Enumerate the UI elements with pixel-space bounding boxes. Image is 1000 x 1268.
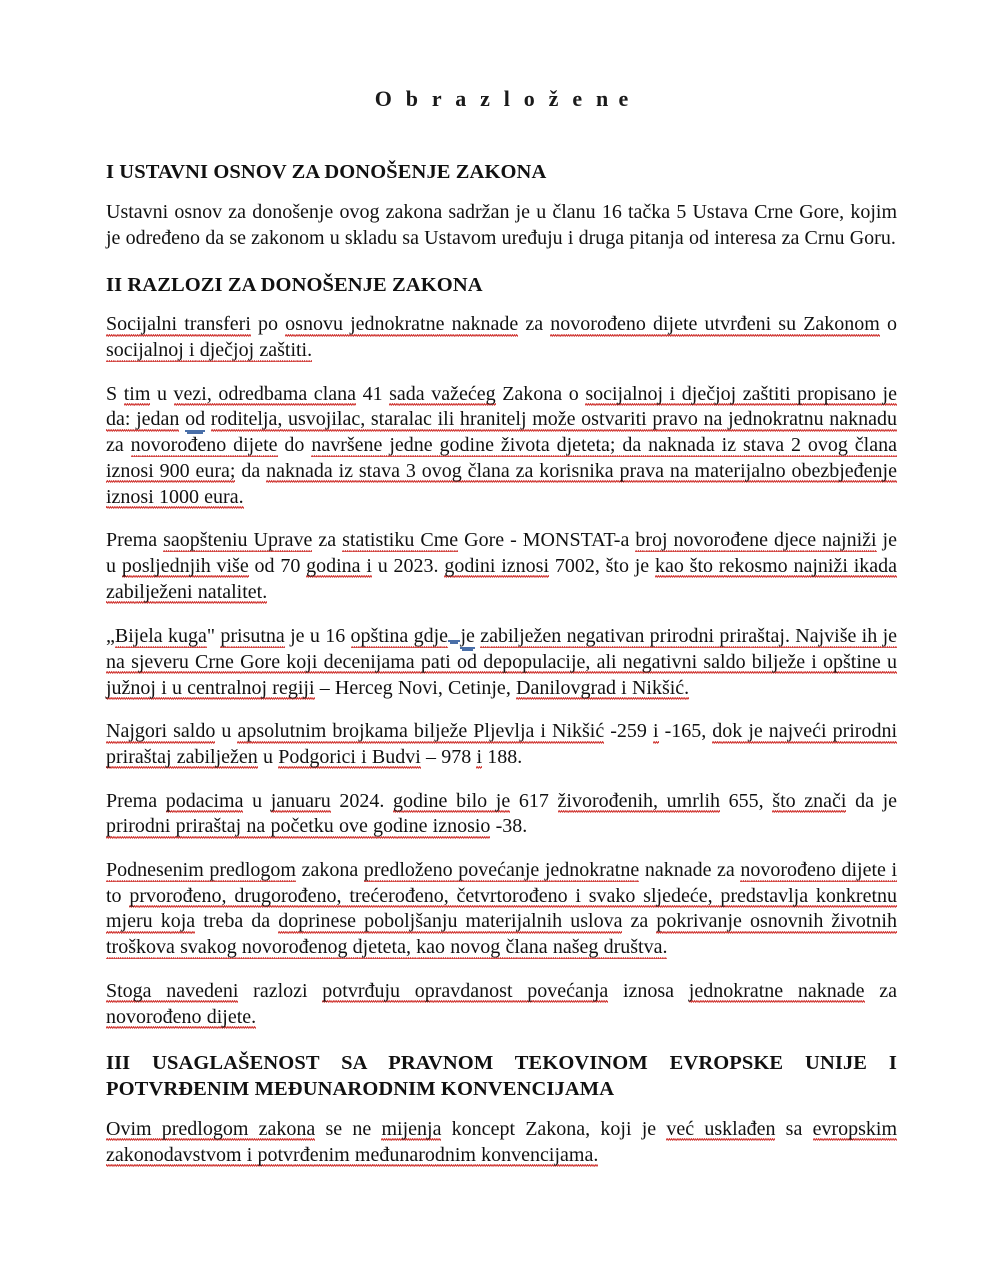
spacer [106, 1030, 897, 1051]
paragraph-2-5: Najgori saldo u apsolutnim brojkama bilježe Pljevlja i Nikšić -259 i -165, dok je najveći prirodni priraštaj zabilježen u Podgorici i Budvi – 978 i 188. [106, 720, 898, 769]
spacer [106, 961, 897, 979]
paragraph-2-8: Stoga navedeni razlozi potvrđuju opravdanost povećanja iznosa jednokratne naknade za novorođeno dijete. [106, 979, 897, 1028]
spacer [106, 510, 897, 528]
document-body [106, 0, 897, 1168]
paragraph-3-1: Ovim predlogom zakona se ne mijenja koncept Zakona, koji je već usklađen sa evropskim zakonodavstvom i potvrđenim međunarodnim konvencijama. [106, 1117, 898, 1166]
spacer [106, 1103, 897, 1117]
page-title-tail: e [618, 86, 629, 111]
spacer [106, 364, 897, 382]
spacer [106, 771, 897, 789]
paragraph-2-1: Socijalni transferi po osnovu jednokratne naknade za novorođeno dijete utvrđeni su Zakonom o socijalnoj i dječjoj zaštiti. [106, 313, 898, 362]
heading-section-3 [106, 1051, 897, 1103]
spacer [106, 252, 897, 273]
paragraph-2-7: Podnesenim predlogom zakona predloženo povećanje jednokratne naknade za novorođeno dijete i to prvorođeno, drugorođeno, trećerođeno, četvrtorođeno i svako sljedeće, predstavlja konkretnu mjeru koja treba da doprinese poboljšanju materijalnih uslova za pokrivanje osnovnih životnih troškova svakog novorođenog djeteta, kao novog člana našeg društva. [106, 859, 898, 959]
paragraph-2-2: S tim u vezi, odredbama clana 41 sada važećeg Zakona o socijalnoj i dječjoj zaštiti propisano je da: jedan od roditelja, usvojilac, staralac ili hranitelj može ostvariti pravo na jednokratnu naknadu za novorođeno dijete do navršene jedne godine života djeteta; da naknada iz stava 2 ovog člana iznosi 900 eura; da naknada iz stava 3 ovog člana za korisnika prava na materijalno obezbjeđenje iznosi 1000 eura. [106, 382, 898, 508]
spacer [106, 298, 897, 312]
spacer [106, 605, 897, 623]
paragraph-1-1: Ustavni osnov za donošenje ovog zakona sadržan je u članu 16 tačka 5 Ustava Crne Gore, kojim je određeno da se zakonom u skladu sa Ustavom uređuju i druga pitanja od interesa za Crnu Goru. [106, 201, 897, 249]
heading-section-3-line-2: POTVRĐENIM MEĐUNARODNIM KONVENCIJAMA [106, 1078, 615, 1101]
paragraph-2-6: Prema podacima u januaru 2024. godine bilo je 617 živorođenih, umrlih 655, što znači da je prirodni priraštaj na početku ove godine iznosio -38. [106, 789, 898, 838]
spacer [106, 112, 897, 160]
spacer [106, 840, 897, 858]
spacer [106, 186, 897, 200]
spacer [106, 701, 897, 719]
heading-section-1: I USTAVNI OSNOV ZA DONOŠENJE ZAKONA [106, 161, 547, 184]
page-title [106, 0, 897, 112]
heading-section-3-line-1: III USAGLAŠENOST SA PRAVNOM TEKOVINOM EVROPSKE UNIJE I [106, 1052, 897, 1075]
paragraph-2-4: „Bijela kuga" prisutna je u 16 opština gdje je zabilježen negativan prirodni priraštaj. Najviše ih je na sjeveru Crne Gore koji decenijama pati od depopulacije, ali negativni saldo bilježe i opštine u južnoj i u centralnoj regiji – Herceg Novi, Cetinje, Danilovgrad i Nikšić. [106, 625, 897, 699]
page-title-main: O b r a z l o ž e n [374, 86, 613, 111]
heading-section-2: II RAZLOZI ZA DONOŠENJE ZAKONA [106, 273, 483, 296]
paragraph-2-3: Prema saopšteniu Uprave za statistiku Cme Gore - MONSTAT-a broj novorođene djece najniži je u posljednjih više od 70 godina i u 2023. godini iznosi 7002, što je kao što rekosmo najniži ikada zabilježeni natalitet. [106, 529, 898, 603]
